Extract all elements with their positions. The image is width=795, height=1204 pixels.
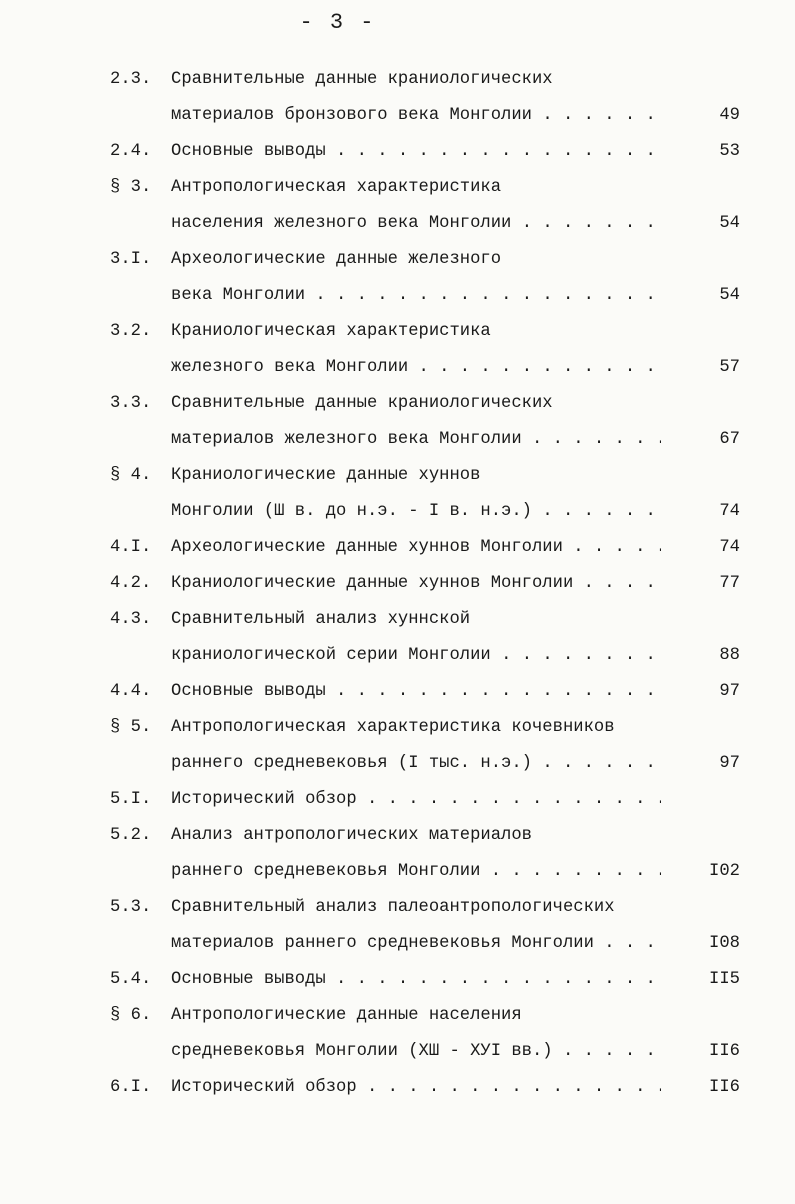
toc-title: Сравнительные данные краниологических — [171, 70, 553, 89]
toc-line — [0, 530, 795, 566]
toc-section-number: 4.4. — [110, 682, 152, 701]
toc-section-number: 4.3. — [110, 610, 152, 629]
toc-section-number: 2.3. — [110, 70, 152, 89]
toc-section-number: § 4. — [110, 466, 152, 485]
toc-title: Монголии (Ш в. до н.э. - I в. н.э.) . . . — [171, 494, 661, 530]
toc-line — [0, 638, 795, 674]
toc-page-number: 67 — [719, 430, 740, 449]
toc-line — [0, 242, 795, 278]
toc-entry — [0, 710, 795, 782]
toc-page-number: 54 — [719, 214, 740, 233]
toc-line — [0, 1070, 795, 1106]
toc-title: материалов железного века Монголии . . . — [171, 422, 661, 458]
toc-title: населения железного века Монголии . . . — [171, 206, 661, 242]
toc-line — [0, 314, 795, 350]
toc-title: Основные выводы . . . — [171, 134, 661, 170]
toc-line — [0, 1034, 795, 1070]
toc-line — [0, 98, 795, 134]
toc-section-number: § 3. — [110, 178, 152, 197]
toc-section-number: 2.4. — [110, 142, 152, 161]
toc-page-number: II6 — [709, 1042, 740, 1061]
toc-line — [0, 350, 795, 386]
toc-line — [0, 170, 795, 206]
toc-title: Анализ антропологических материалов — [171, 826, 532, 845]
toc-page-number: I02 — [709, 862, 740, 881]
toc-title: материалов раннего средневековья Монголии . . . — [171, 926, 661, 962]
toc-line — [0, 458, 795, 494]
toc-title: Археологические данные железного — [171, 250, 502, 269]
toc-line — [0, 746, 795, 782]
toc-title: Антропологическая характеристика кочевников — [171, 718, 615, 737]
toc-page-number: II6 — [709, 1078, 740, 1097]
toc-title: Основные выводы . . . — [171, 962, 661, 998]
toc-entry — [0, 602, 795, 674]
toc-page-number: 77 — [719, 574, 740, 593]
toc-entry — [0, 962, 795, 998]
toc-line — [0, 566, 795, 602]
toc-entry — [0, 530, 795, 566]
toc-line — [0, 674, 795, 710]
toc-page-number: 97 — [719, 754, 740, 773]
toc-title: Сравнительный анализ хуннской — [171, 610, 471, 629]
toc-line — [0, 494, 795, 530]
toc-title: Краниологические данные хуннов — [171, 466, 481, 485]
toc-title: раннего средневековья (I тыс. н.э.) . . . — [171, 746, 661, 782]
toc-title: краниологической серии Монголии . . . — [171, 638, 661, 674]
toc-title: Исторический обзор . . . — [171, 1070, 661, 1106]
toc-section-number: 3.I. — [110, 250, 152, 269]
toc-line — [0, 818, 795, 854]
toc-entry — [0, 566, 795, 602]
toc-line — [0, 890, 795, 926]
toc-title: Сравнительные данные краниологических — [171, 394, 553, 413]
toc-line — [0, 206, 795, 242]
toc-entry — [0, 818, 795, 890]
toc-title: раннего средневековья Монголии . . . — [171, 854, 661, 890]
toc-section-number: 6.I. — [110, 1078, 152, 1097]
toc-title: средневековья Монголии (XШ - XУI вв.) . . . — [171, 1034, 661, 1070]
toc-page-number: 97 — [719, 682, 740, 701]
toc-page-number: 53 — [719, 142, 740, 161]
toc-entry — [0, 674, 795, 710]
toc-title: Антропологическая характеристика — [171, 178, 502, 197]
toc-page-number: II5 — [709, 970, 740, 989]
toc-section-number: 4.2. — [110, 574, 152, 593]
toc-title: Археологические данные хуннов Монголии . . . — [171, 530, 661, 566]
toc-page-number: 57 — [719, 358, 740, 377]
toc-title: Сравнительный анализ палеоантропологических — [171, 898, 615, 917]
toc-page-number: I08 — [709, 934, 740, 953]
toc-entry — [0, 170, 795, 242]
toc-entry — [0, 314, 795, 386]
toc-section-number: 3.2. — [110, 322, 152, 341]
toc-entry — [0, 458, 795, 530]
toc-entry — [0, 1070, 795, 1106]
toc-line — [0, 602, 795, 638]
toc-line — [0, 386, 795, 422]
table-of-contents — [0, 62, 795, 1106]
toc-page-number: 54 — [719, 286, 740, 305]
toc-line — [0, 422, 795, 458]
toc-page-number: 49 — [719, 106, 740, 125]
toc-entry — [0, 62, 795, 134]
toc-line — [0, 998, 795, 1034]
toc-title: века Монголии . . . — [171, 278, 661, 314]
toc-line — [0, 278, 795, 314]
toc-line — [0, 962, 795, 998]
toc-page-number: 74 — [719, 502, 740, 521]
toc-section-number: § 6. — [110, 1006, 152, 1025]
toc-entry — [0, 998, 795, 1070]
toc-section-number: 5.4. — [110, 970, 152, 989]
toc-page-number: 74 — [719, 538, 740, 557]
page-number: - 3 - — [299, 10, 376, 35]
toc-section-number: 5.2. — [110, 826, 152, 845]
toc-line — [0, 134, 795, 170]
toc-line — [0, 710, 795, 746]
toc-page-number: 88 — [719, 646, 740, 665]
toc-section-number: 4.I. — [110, 538, 152, 557]
toc-title: Краниологические данные хуннов Монголии . . . — [171, 566, 661, 602]
toc-entry — [0, 134, 795, 170]
toc-line — [0, 62, 795, 98]
toc-title: Краниологическая характеристика — [171, 322, 491, 341]
toc-entry — [0, 890, 795, 962]
toc-title: Антропологические данные населения — [171, 1006, 522, 1025]
toc-title: Исторический обзор . . . — [171, 782, 661, 818]
toc-line — [0, 854, 795, 890]
toc-section-number: 3.3. — [110, 394, 152, 413]
toc-title: материалов бронзового века Монголии . . . — [171, 98, 661, 134]
toc-entry — [0, 242, 795, 314]
toc-section-number: 5.I. — [110, 790, 152, 809]
toc-line — [0, 926, 795, 962]
toc-line — [0, 782, 795, 818]
toc-entry — [0, 782, 795, 818]
toc-section-number: 5.3. — [110, 898, 152, 917]
toc-entry — [0, 386, 795, 458]
toc-title: Основные выводы . . . — [171, 674, 661, 710]
toc-title: железного века Монголии . . . — [171, 350, 661, 386]
toc-section-number: § 5. — [110, 718, 152, 737]
